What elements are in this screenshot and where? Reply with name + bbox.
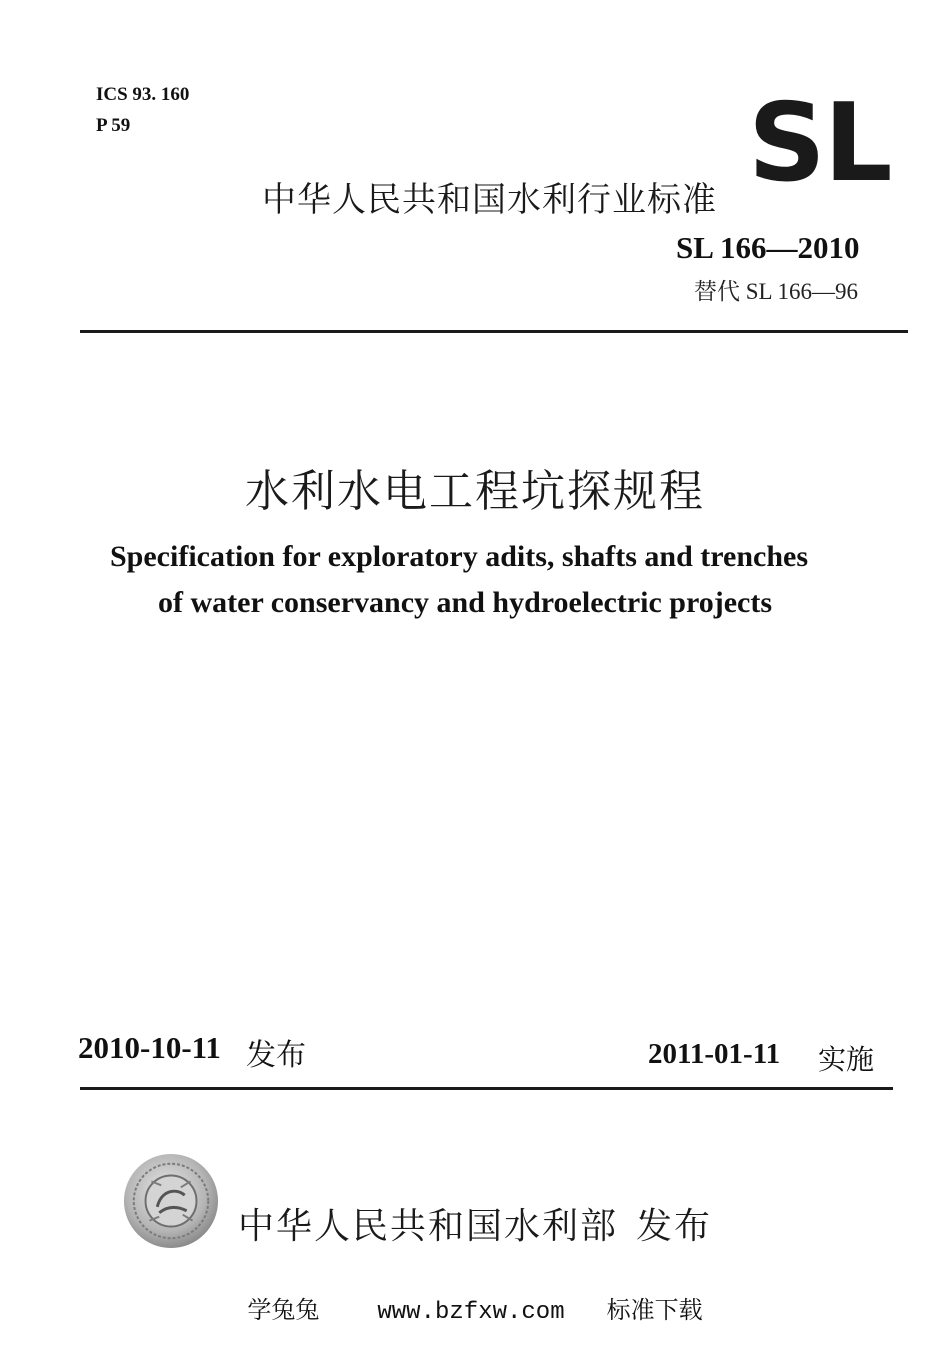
ministry-seal-icon: [122, 1152, 220, 1250]
ics-code: ICS 93. 160: [96, 84, 190, 105]
standard-number: SL 166—2010: [676, 230, 860, 265]
footer-url[interactable]: www.bzfxw.com: [377, 1299, 565, 1326]
title-english-line2: of water conservancy and hydroelectric projects: [158, 586, 773, 619]
implementation-date: 2011-01-11: [648, 1038, 781, 1070]
footer-site-name: 学兔兔: [247, 1298, 320, 1324]
publisher-ministry: 中华人民共和国水利部: [238, 1206, 619, 1247]
sl-logo: SL: [748, 81, 891, 206]
bottom-divider: [80, 1087, 893, 1090]
classification-code: P 59: [96, 115, 131, 136]
issue-date: 2010-10-11: [78, 1030, 221, 1065]
implementation-label: 实施: [818, 1043, 875, 1076]
title-english-line1: Specification for exploratory adits, shafts and trenches: [110, 540, 809, 573]
top-divider: [80, 330, 908, 333]
footer-watermark: [0, 1290, 950, 1326]
title-chinese: 水利水电工程坑探规程: [245, 466, 705, 517]
replaces-standard: 替代 SL 166—96: [694, 279, 858, 304]
footer-tagline: 标准下载: [606, 1298, 703, 1324]
industry-standard-heading: 中华人民共和国水利行业标准: [262, 180, 717, 220]
publisher-issue-label: 发布: [636, 1206, 713, 1247]
issue-label: 发布: [246, 1038, 306, 1073]
